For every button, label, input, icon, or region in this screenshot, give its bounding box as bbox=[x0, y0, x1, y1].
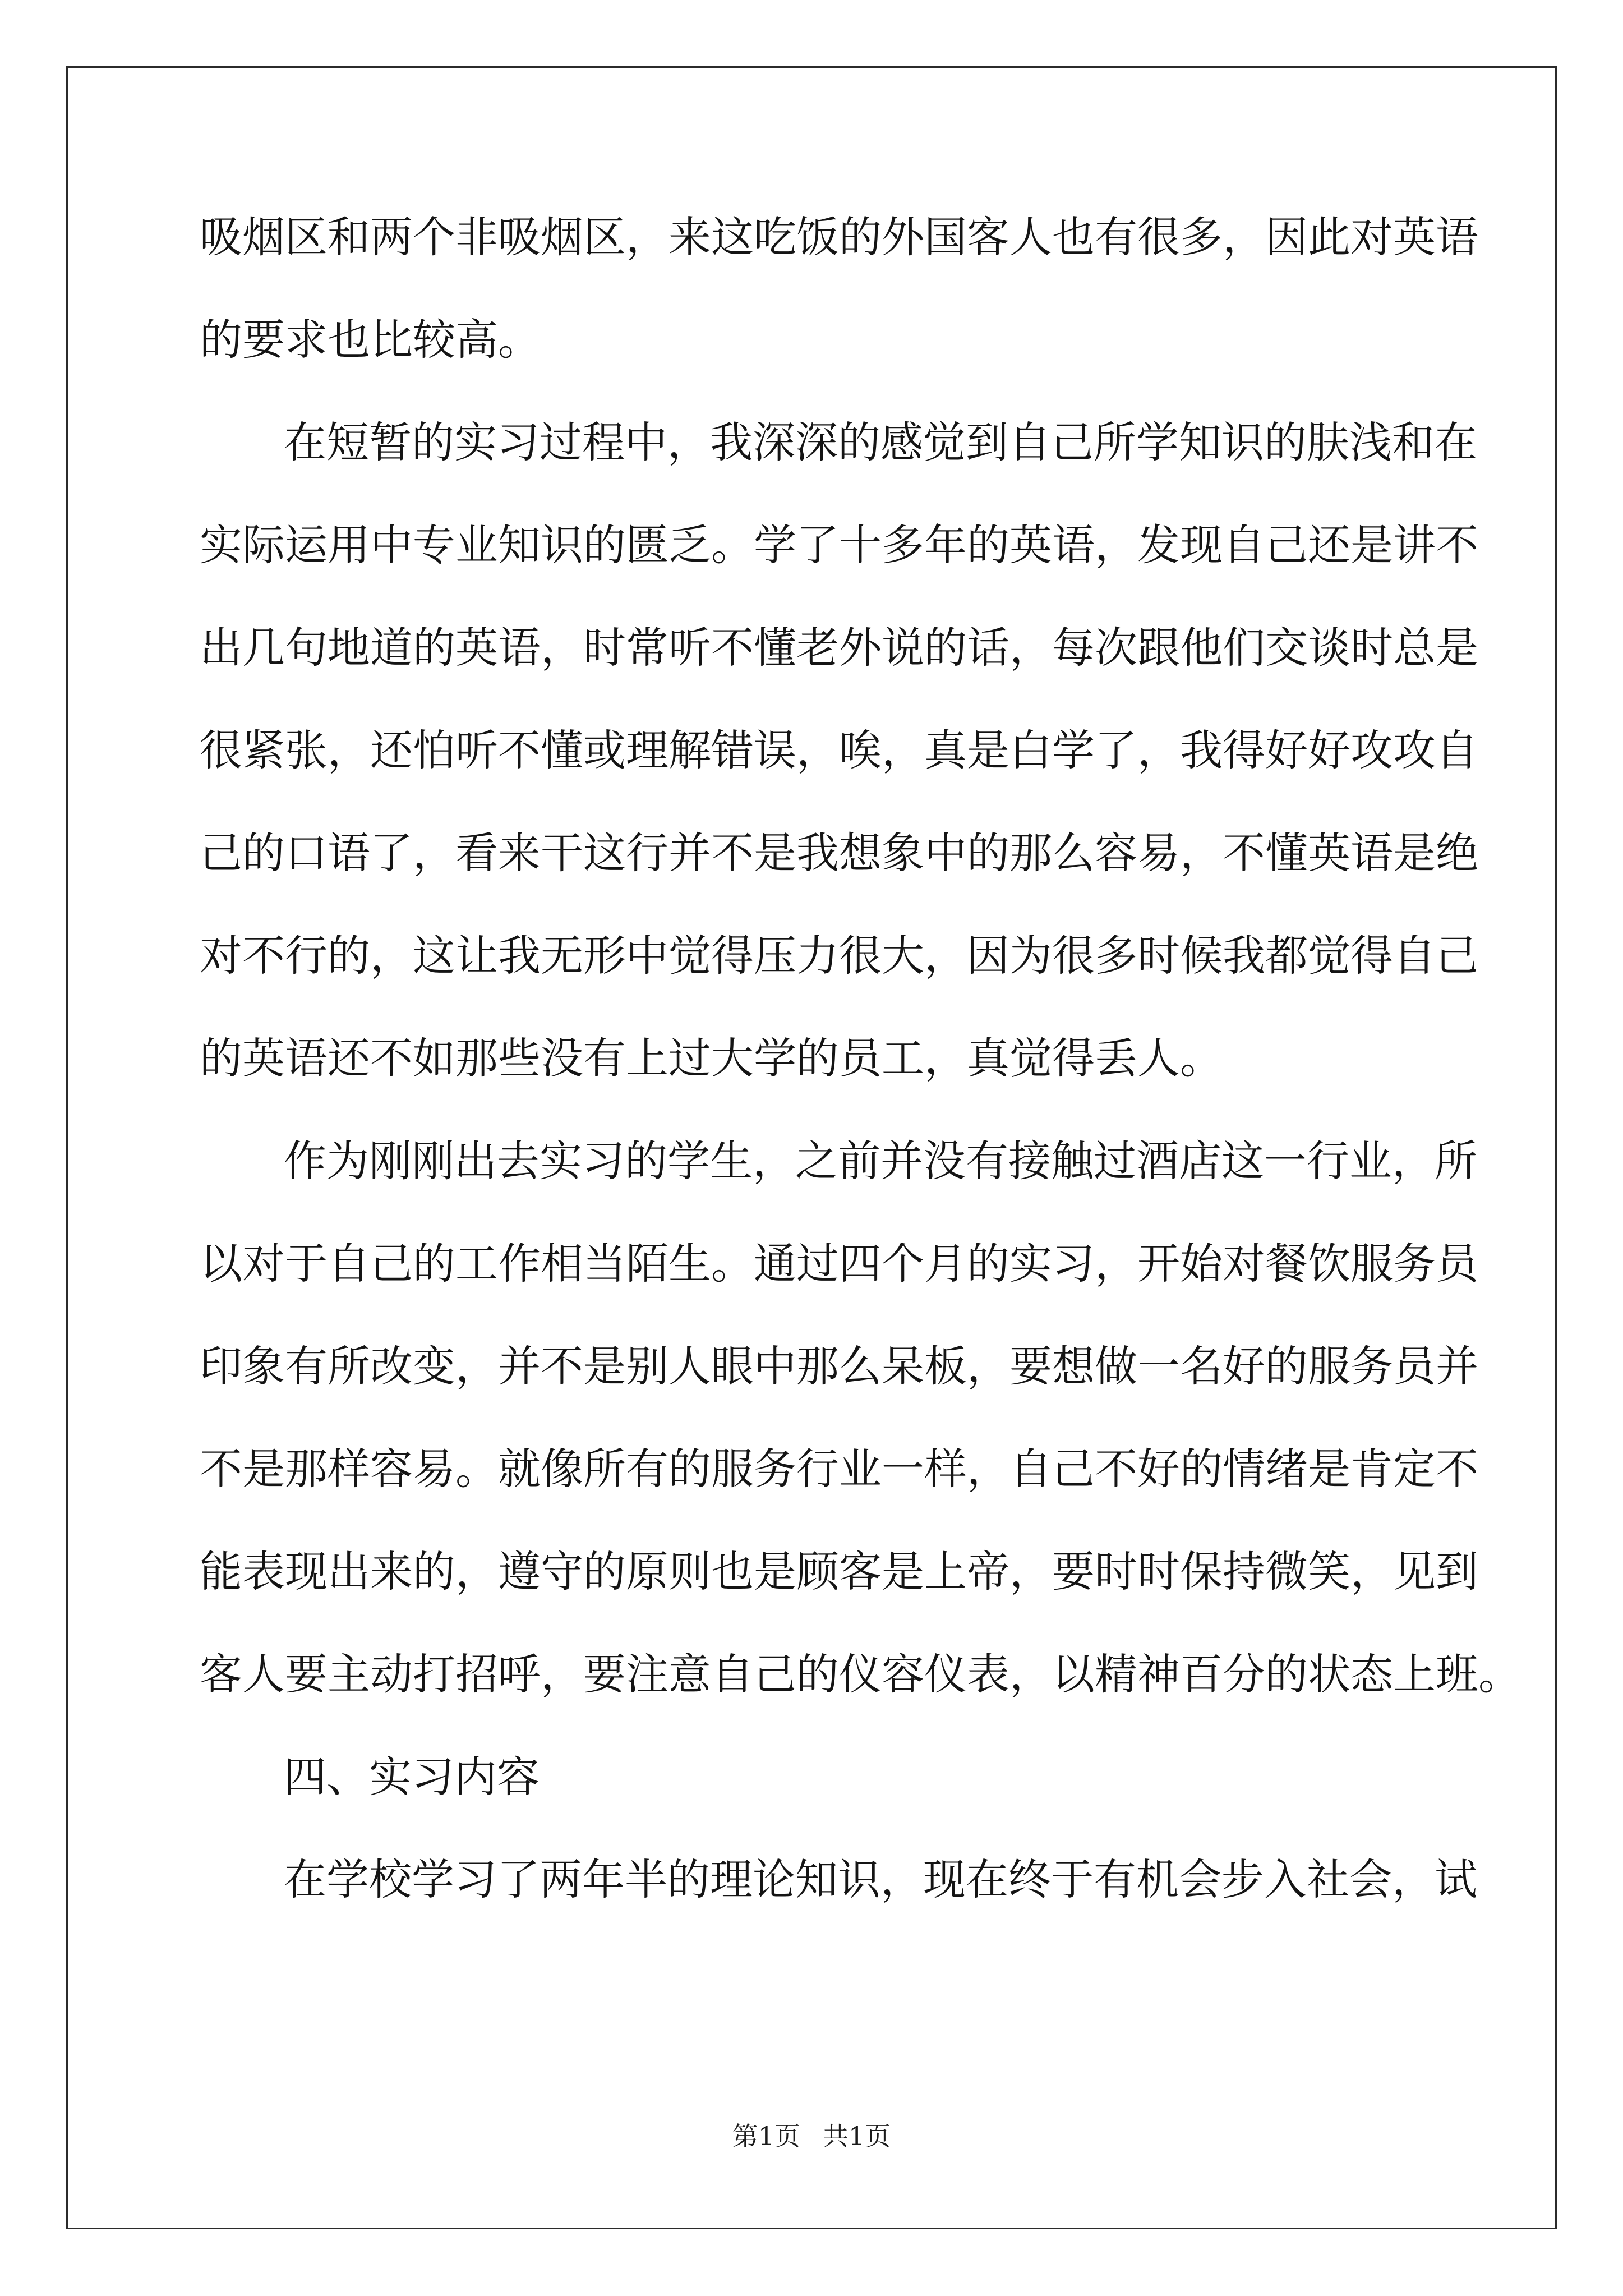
page-footer bbox=[0, 2116, 1623, 2153]
text-line: 客人要主动打招呼，要注意自己的仪容仪表，以精神百分的状态上班。 bbox=[200, 1649, 1521, 1699]
text-line: 的英语还不如那些没有上过大学的员工，真觉得丢人。 bbox=[200, 1033, 1223, 1083]
paragraph-start-line: 在学校学习了两年半的理论知识，现在终于有机会步入社会，试 bbox=[284, 1855, 1477, 1904]
text-line: 以对于自己的工作相当陌生。通过四个月的实习，开始对餐饮服务员 bbox=[200, 1239, 1478, 1289]
page-total: 共1页 bbox=[823, 2121, 891, 2151]
text-line: 出几句地道的英语，时常听不懂老外说的话，每次跟他们交谈时总是 bbox=[200, 623, 1478, 673]
section-heading: 四、实习内容 bbox=[284, 1752, 540, 1802]
paragraph-start-line: 在短暂的实习过程中，我深深的感觉到自己所学知识的肤浅和在 bbox=[284, 417, 1477, 467]
text-line: 己的口语了，看来干这行并不是我想象中的那么容易，不懂英语是绝 bbox=[200, 828, 1478, 878]
page-number: 第1页 bbox=[732, 2121, 800, 2151]
text-line: 吸烟区和两个非吸烟区，来这吃饭的外国客人也有很多，因此对英语 bbox=[200, 212, 1478, 262]
text-line: 能表现出来的，遵守的原则也是顾客是上帝，要时时保持微笑，见到 bbox=[200, 1547, 1478, 1596]
text-line: 不是那样容易。就像所有的服务行业一样，自己不好的情绪是肯定不 bbox=[200, 1444, 1478, 1494]
document-body bbox=[200, 212, 1521, 1961]
text-line: 印象有所改变，并不是别人眼中那么呆板，要想做一名好的服务员并 bbox=[200, 1341, 1478, 1391]
text-line: 很紧张，还怕听不懂或理解错误，唉，真是白学了，我得好好攻攻自 bbox=[200, 725, 1478, 775]
text-line: 对不行的，这让我无形中觉得压力很大，因为很多时候我都觉得自己 bbox=[200, 931, 1478, 981]
text-line: 实际运用中专业知识的匮乏。学了十多年的英语，发现自己还是讲不 bbox=[200, 520, 1478, 570]
text-line: 的要求也比较高。 bbox=[200, 315, 541, 365]
paragraph-start-line: 作为刚刚出去实习的学生，之前并没有接触过酒店这一行业，所 bbox=[284, 1136, 1477, 1186]
